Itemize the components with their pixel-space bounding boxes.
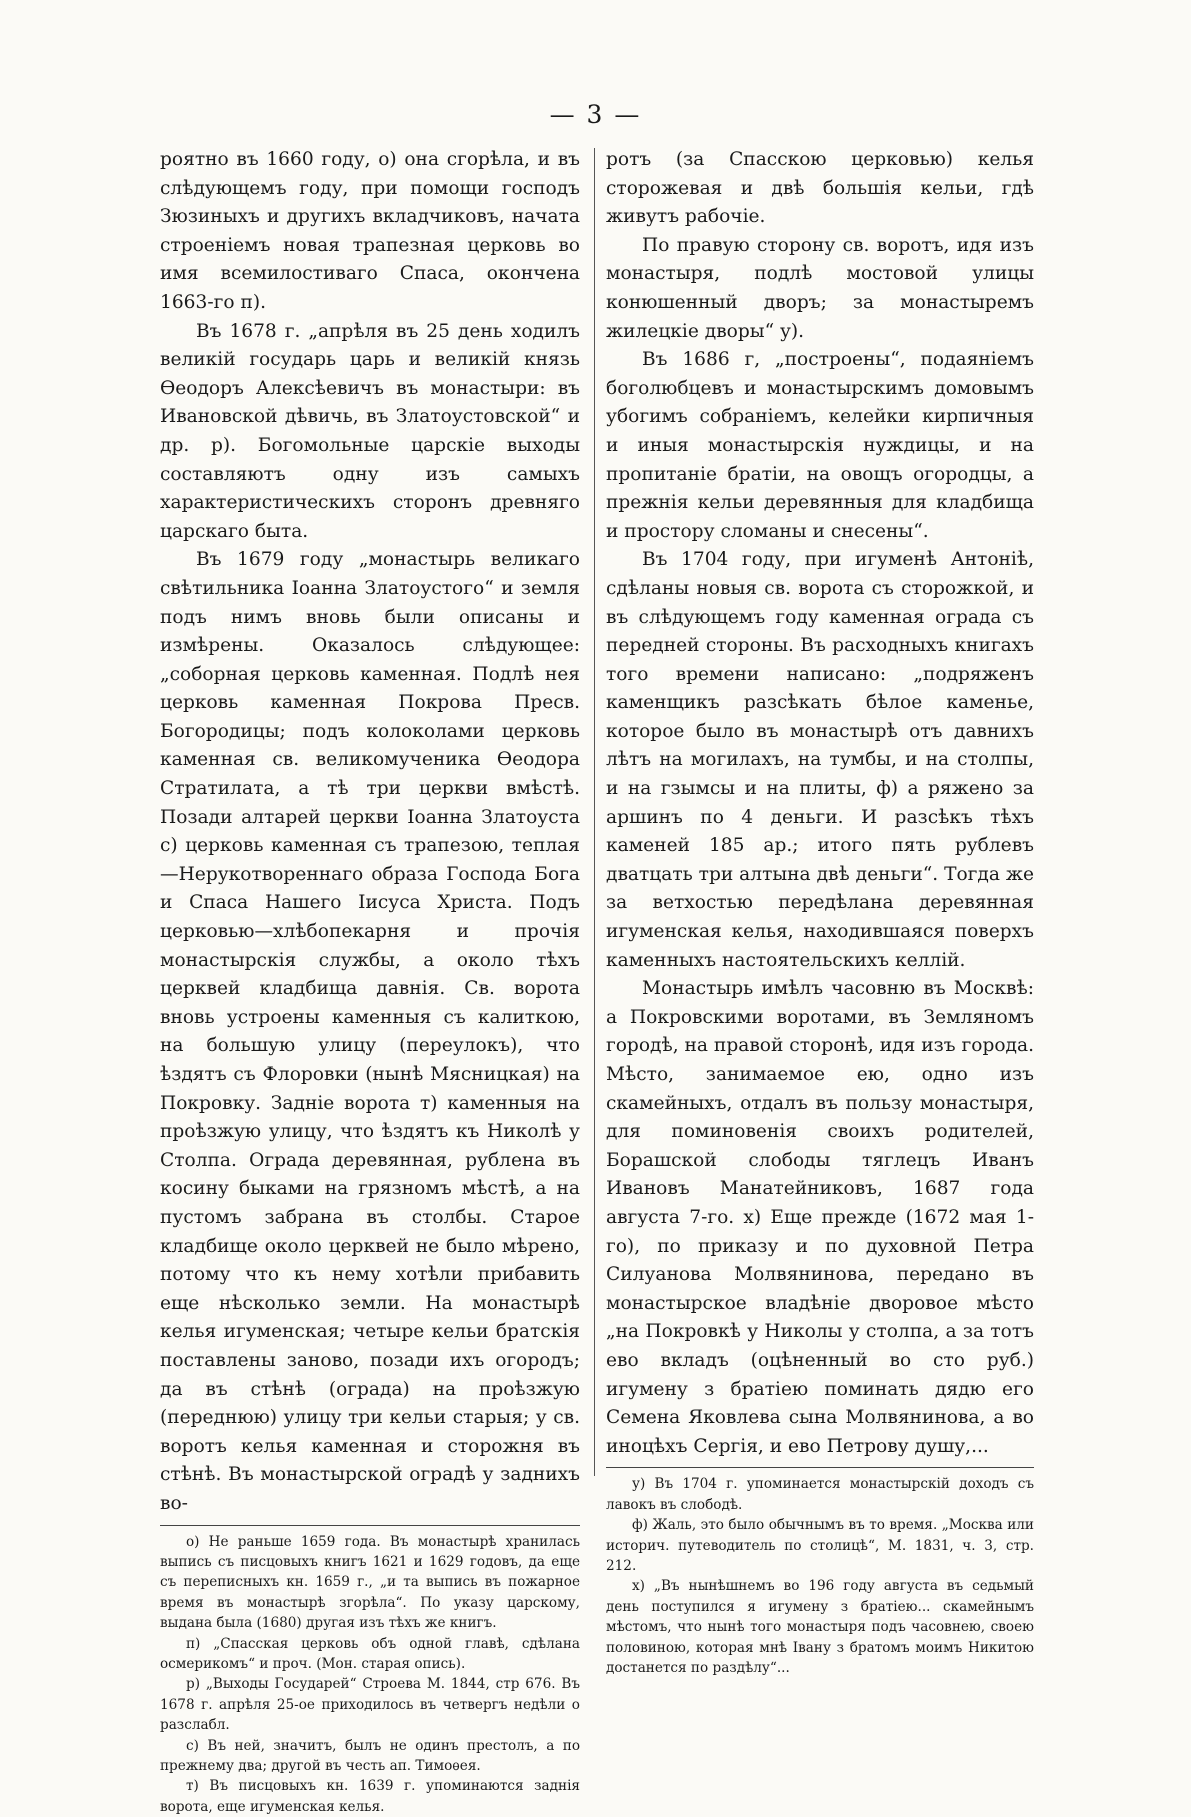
footnote: р) „Выходы Государей“ Строева М. 1844, стр 676. Въ 1678 г. апрѣля 25-ое приходилось въ четвергъ недѣли о разслабл. <box>160 1674 580 1735</box>
paragraph: роятно въ 1660 году, о) она сгорѣла, и въ слѣдующемъ году, при помощи господъ Зюзиныхъ и другихъ вкладчиковъ, начата строеніемъ новая трапезная церковь во имя всемилостиваго Спаса, окончена 1663-го п). <box>160 146 580 318</box>
page-number: — 3 — <box>0 100 1191 129</box>
footnote: с) Въ ней, значитъ, былъ не одинъ престолъ, а по прежнему два; другой въ честь ап. Тимоѳея. <box>160 1736 580 1777</box>
footnote-divider <box>606 1467 1034 1468</box>
paragraph: Въ 1686 г, „построены“, подаяніемъ боголюбцевъ и монастырскимъ домовымъ убогимъ собраніемъ, келейки кирпичныя и иныя монастырскія нуждицы, и на пропитаніе братіи, на овощъ огородцы, а прежнія кельи деревянныя для кладбища и простору сломаны и снесены“. <box>606 346 1034 546</box>
column-divider <box>594 148 595 1476</box>
left-footnotes <box>160 1532 580 1817</box>
footnote: о) Не раньше 1659 года. Въ монастырѣ хранилась выпись съ писцовыхъ книгъ 1621 и 1629 годовъ, да еще съ переписныхъ кн. 1659 г., „и та выпись въ пожарное время въ монастырѣ згорѣла“. По указу царскому, выдана была (1680) другая изъ тѣхъ же книгъ. <box>160 1532 580 1634</box>
footnote: ф) Жаль, это было обычнымъ въ то время. „Москва или историч. путеводитель по столицѣ“, М. 1831, ч. 3, стр. 212. <box>606 1515 1034 1576</box>
paragraph: Въ 1679 году „монастырь великаго свѣтильника Іоанна Златоустого“ и земля подъ нимъ вновь были описаны и измѣрены. Оказалось слѣдующее: „соборная церковь каменная. Подлѣ нея церковь каменная Покрова Пресв. Богородицы; подъ колоколами церковь каменная св. великомученика Ѳеодора Стратилата, а тѣ три церкви вмѣстѣ. Позади алтарей церкви Іоанна Златоуста с) церковь каменная съ трапезою, теплая—Нерукотвореннаго образа Господа Бога и Спаса Нашего Іисуса Христа. Подъ церковью—хлѣбопекарня и прочія монастырскія службы, а около тѣхъ церквей кладбища давнія. Св. ворота вновь устроены каменныя съ калиткою, на большую улицу (переулокъ), что ѣздятъ съ Флоровки (нынѣ Мясницкая) на Покровку. Задніе ворота т) каменныя на проѣзжую улицу, что ѣздятъ къ Николѣ у Столпа. Ограда деревянная, рублена въ косину быками на грязномъ мѣстѣ, а на пустомъ забрана въ столбы. Старое кладбище около церквей не было мѣрено, потому что къ нему хотѣли прибавить еще нѣсколько земли. На монастырѣ келья игуменская; четыре кельи братскія поставлены заново, позади ихъ огородъ; да въ стѣнѣ (ограда) на проѣзжую (переднюю) улицу три кельи старыя; у св. воротъ келья каменная и сторожня въ стѣнѣ. Въ монастырской оградѣ у заднихъ во- <box>160 546 580 1518</box>
paragraph: По правую сторону св. воротъ, идя изъ монастыря, подлѣ мостовой улицы конюшенный дворъ; за монастыремъ жилецкіе дворы“ у). <box>606 232 1034 346</box>
footnote: х) „Въ нынѣшнемъ во 196 году августа въ седьмый день поступился я игумену з братіею... скамейнымъ мѣстомъ, что нынѣ того монастыря подъ часовнею, своею половиною, которая мнѣ Івану з братомъ моимъ Никитою достанется по раздѣлу“... <box>606 1576 1034 1678</box>
right-footnotes <box>606 1474 1034 1678</box>
right-column <box>606 146 1034 1678</box>
paragraph: ротъ (за Спасскою церковью) келья сторожевая и двѣ большія кельи, гдѣ живутъ рабочіе. <box>606 146 1034 232</box>
paragraph: Монастырь имѣлъ часовню въ Москвѣ: а Покровскими воротами, въ Земляномъ городѣ, на правой сторонѣ, идя изъ города. Мѣсто, занимаемое ею, одно изъ скамейныхъ, отдалъ въ пользу монастыря, для поминовенія своихъ родителей, Борашской слободы тяглецъ Иванъ Ивановъ Манатейниковъ, 1687 года августа 7-го. х) Еще прежде (1672 мая 1-го), по приказу и по духовной Петра Силуанова Молвянинова, передано въ монастырское владѣніе дворовое мѣсто „на Покровкѣ у Николы у столпа, а за тотъ ево вкладъ (оцѣненный во сто руб.) игумену з братіею поминать дядю его Семена Яковлева сына Молвянинова, а во иноцѣхъ Сергія, и ево Петрову душу,... <box>606 975 1034 1461</box>
footnote-divider <box>160 1525 580 1526</box>
paragraph: Въ 1704 году, при игуменѣ Антоніѣ, сдѣланы новыя св. ворота съ сторожкой, и въ слѣдующемъ году каменная ограда съ передней стороны. Въ расходныхъ книгахъ того времени написано: „подряженъ каменщикъ разсѣкать бѣлое каменье, которое было въ монастырѣ отъ давнихъ лѣтъ на могилахъ, на тумбы, и на столпы, и на гзымсы и на плиты, ф) а ряжено за аршинъ по 4 деньги. И разсѣкъ тѣхъ каменей 185 ар.; итого пять рублевъ дватцать три алтына двѣ деньги“. Тогда же за ветхостью передѣлана деревянная игуменская келья, находившаяся поверхъ каменныхъ настоятельскихъ келлій. <box>606 546 1034 975</box>
footnote: п) „Спасская церковь объ одной главѣ, сдѣлана осмерикомъ“ и проч. (Мон. старая опись). <box>160 1634 580 1675</box>
paragraph: Въ 1678 г. „апрѣля въ 25 день ходилъ великій государь царь и великій князь Ѳеодоръ Алексѣевичъ въ монастыри: въ Ивановской дѣвичь, въ Златоустовской“ и др. р). Богомольные царскіе выходы составляютъ одну изъ самыхъ характеристическихъ сторонъ древняго царскаго быта. <box>160 318 580 547</box>
right-body-text <box>606 146 1034 1461</box>
left-column <box>160 146 580 1817</box>
footnote: т) Въ писцовыхъ кн. 1639 г. упоминаются заднія ворота, еще игуменская келья. <box>160 1776 580 1817</box>
footnote: у) Въ 1704 г. упоминается монастырскій доходъ съ лавокъ въ слободѣ. <box>606 1474 1034 1515</box>
left-body-text <box>160 146 580 1519</box>
